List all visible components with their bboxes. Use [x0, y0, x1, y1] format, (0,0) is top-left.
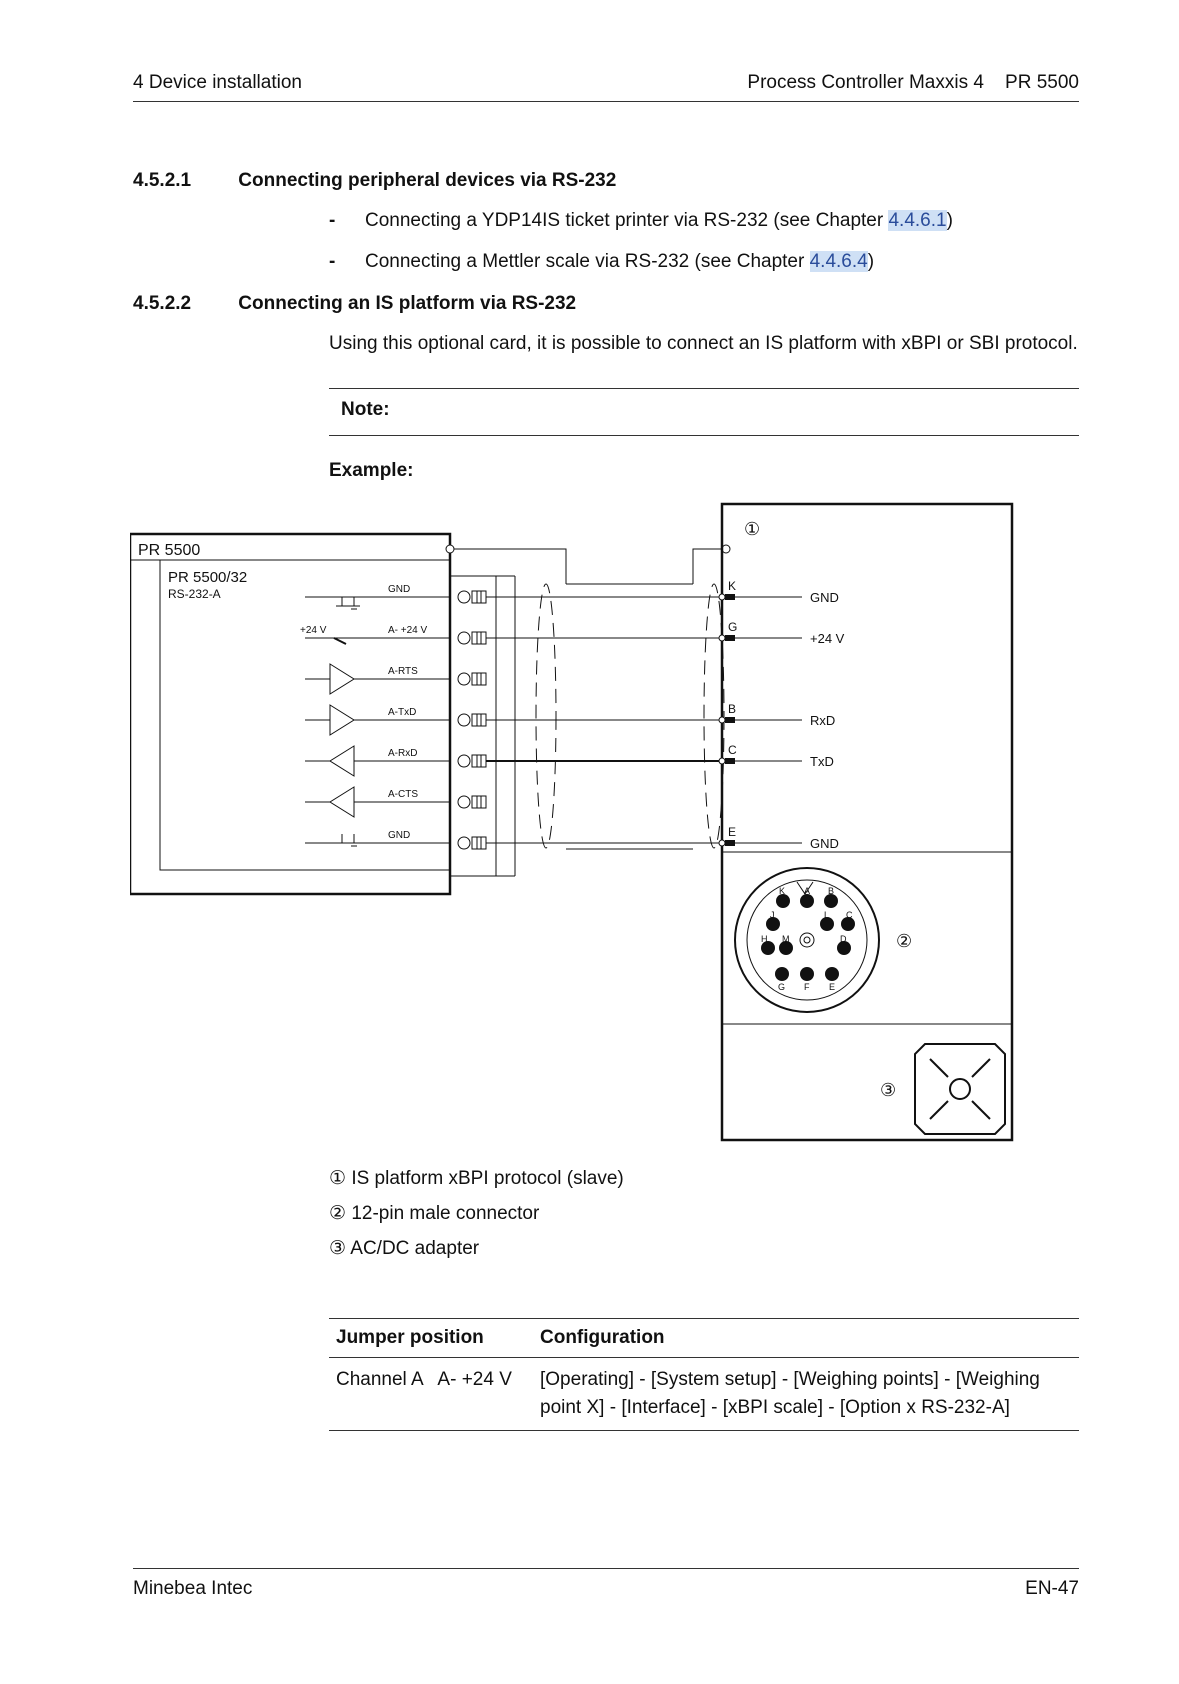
pr5500-label: PR 5500: [138, 542, 201, 559]
wiring-diagram: [130, 496, 1100, 1196]
header-rule: [133, 101, 1079, 102]
chapter-link-4-4-6-4[interactable]: 4.4.6.4: [809, 251, 868, 272]
signal-row-a-txd: [305, 705, 450, 735]
marker-3: ③: [880, 1080, 897, 1100]
jumper-cell: Channel A A- +24 V: [329, 1358, 533, 1431]
signal-row-a-cts: [305, 787, 450, 817]
column-header-configuration: Configuration: [533, 1319, 1079, 1358]
platform-pin-g: [719, 620, 845, 646]
svg-text:B: B: [828, 886, 835, 896]
legend-text: IS platform xBPI protocol (slave): [351, 1168, 624, 1189]
legend-marker: ①: [329, 1168, 347, 1189]
note-box: [329, 388, 1079, 436]
section-number: 4.5.2.1: [133, 170, 192, 191]
svg-text:G: G: [728, 620, 738, 634]
svg-text:GND: GND: [388, 584, 411, 595]
svg-text:D: D: [840, 934, 847, 944]
svg-text:RxD: RxD: [810, 713, 836, 728]
svg-text:GND: GND: [810, 590, 839, 605]
svg-text:K: K: [728, 579, 737, 593]
bullet-dash: -: [329, 210, 336, 231]
svg-text:+24 V: +24 V: [810, 631, 845, 646]
svg-text:TxD: TxD: [810, 754, 834, 769]
svg-text:M: M: [782, 934, 790, 944]
svg-text:G: G: [778, 982, 786, 992]
configuration-line: point X] - [Interface] - [xBPI scale] - [Option x RS-232-A]: [540, 1397, 1010, 1418]
section-title: Connecting an IS platform via RS-232: [238, 293, 577, 314]
svg-text:L: L: [824, 910, 830, 920]
marker-2: ②: [896, 931, 913, 951]
card-sublabel: RS-232-A: [168, 587, 221, 601]
bullet-text: Connecting a Mettler scale via RS-232 (see Chapter: [365, 251, 810, 272]
bullet-close: ): [946, 210, 953, 231]
shield-wire-left: [454, 549, 566, 584]
footer-rule: [133, 1568, 1079, 1569]
legend-text: AC/DC adapter: [350, 1238, 480, 1259]
legend-text: 12-pin male connector: [351, 1203, 540, 1224]
svg-text:GND: GND: [388, 830, 411, 841]
table-row: [329, 1358, 1079, 1431]
svg-text:K: K: [779, 886, 786, 896]
footer-page-number: EN-47: [1025, 1578, 1079, 1599]
intro-paragraph: Using this optional card, it is possible to connect an IS platform with xBPI or SBI protocol.: [329, 333, 1078, 354]
bullet-item: [329, 210, 953, 232]
section-heading-4-5-2-2: [133, 293, 576, 315]
legend-item-2: [329, 1202, 539, 1225]
cable-shield-left: [536, 584, 556, 848]
card-label: PR 5500/32: [168, 569, 248, 586]
svg-text:A-TxD: A-TxD: [388, 707, 417, 718]
bullet-text: Connecting a YDP14IS ticket printer via RS-232 (see Chapter: [365, 210, 889, 231]
platform-pin-c: [719, 743, 834, 769]
signal-row-a-rxd: [305, 746, 450, 776]
svg-text:B: B: [728, 702, 737, 716]
svg-text:E: E: [728, 825, 737, 839]
header-chapter: 4 Device installation: [133, 72, 302, 93]
marker-1: ①: [744, 519, 761, 539]
example-label: Example:: [329, 460, 414, 481]
svg-text:C: C: [846, 910, 853, 920]
svg-text:H: H: [761, 934, 768, 944]
terminal-screws: [458, 591, 486, 849]
legend-marker: ②: [329, 1203, 347, 1224]
signal-row-gnd-top: [305, 584, 450, 609]
svg-text:A-RxD: A-RxD: [388, 748, 418, 759]
chapter-link-4-4-6-1[interactable]: 4.4.6.1: [888, 210, 947, 231]
section-number: 4.5.2.2: [133, 293, 192, 314]
svg-text:A: A: [804, 886, 811, 896]
signal-row-a-rts: [305, 664, 450, 694]
svg-text:A-CTS: A-CTS: [388, 789, 418, 800]
platform-pin-b: [719, 702, 835, 728]
svg-text:+24 V: +24 V: [300, 625, 327, 636]
configuration-cell: [533, 1358, 1079, 1431]
ac-dc-adapter: [915, 1044, 1005, 1134]
section-title: Connecting peripheral devices via RS-232: [238, 170, 617, 191]
twelve-pin-connector: [735, 868, 879, 1012]
svg-text:E: E: [829, 982, 836, 992]
legend-item-3: [329, 1237, 479, 1260]
svg-text:A-RTS: A-RTS: [388, 666, 418, 677]
column-header-jumper: Jumper position: [329, 1319, 533, 1358]
shield-wire-right: [693, 549, 722, 584]
signal-row-gnd-bottom: [305, 830, 450, 846]
bullet-dash: -: [329, 251, 336, 272]
svg-text:J: J: [770, 910, 775, 920]
signal-row-plus24: [300, 625, 450, 644]
bullet-item: [329, 251, 874, 273]
section-heading-4-5-2-1: [133, 170, 616, 192]
note-label: Note:: [341, 399, 390, 420]
bullet-close: ): [867, 251, 875, 272]
configuration-line: [Operating] - [System setup] - [Weighing points] - [Weighing: [540, 1369, 1040, 1390]
svg-text:F: F: [804, 982, 810, 992]
table-header-row: [329, 1319, 1079, 1358]
platform-pin-e: [719, 825, 839, 851]
platform-pin-k: [719, 579, 839, 605]
legend-item-1: [329, 1167, 624, 1190]
legend-marker: ③: [329, 1238, 347, 1259]
jumper-table: [329, 1318, 1079, 1431]
svg-text:C: C: [728, 743, 737, 757]
header-product: Process Controller Maxxis 4 PR 5500: [747, 72, 1079, 93]
svg-text:A- +24 V: A- +24 V: [388, 625, 428, 636]
footer-company: Minebea Intec: [133, 1578, 253, 1599]
svg-text:GND: GND: [810, 836, 839, 851]
